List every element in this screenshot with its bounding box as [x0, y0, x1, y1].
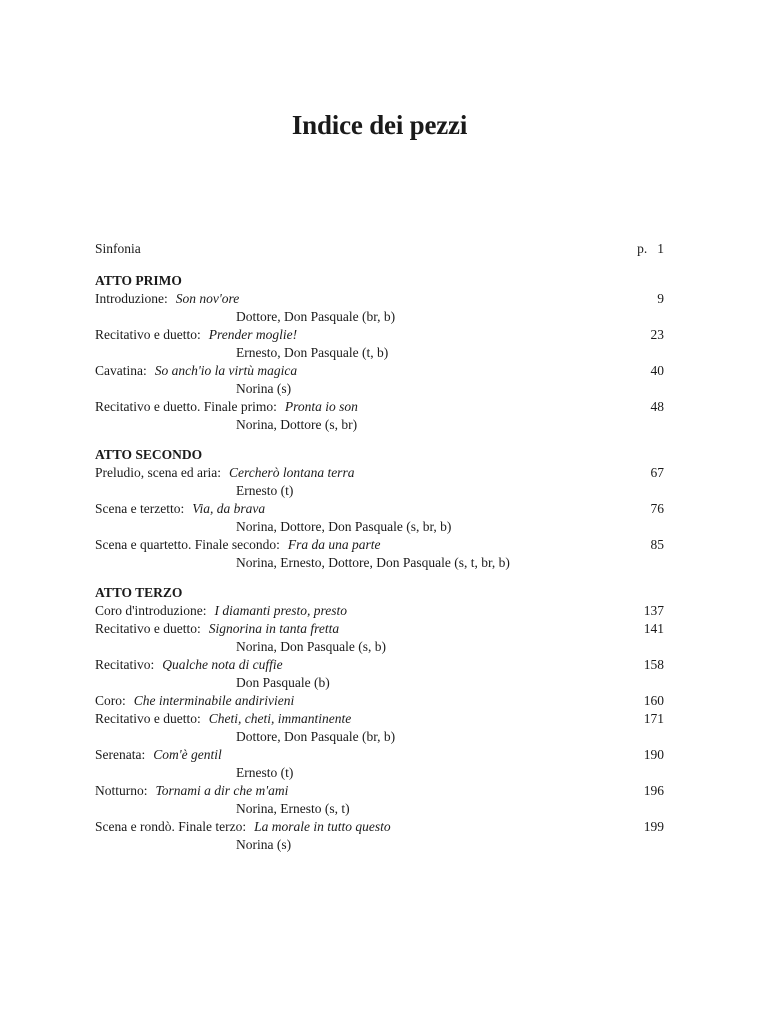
entry-voices-row — [95, 344, 664, 362]
entry-voices-row — [95, 554, 664, 572]
entry-row — [95, 464, 664, 482]
entry-piece-title: Pronta io son — [284, 399, 358, 414]
entry-page-number: 158 — [643, 657, 664, 672]
entry-piece-title: I diamanti presto, presto — [214, 603, 348, 618]
act-heading-row — [95, 584, 664, 602]
entry-row — [95, 290, 664, 308]
entry-piece-title: Fra da una parte — [287, 537, 381, 552]
entry-page-number: 160 — [643, 693, 664, 708]
act-section — [95, 272, 664, 434]
entry-page-number: 137 — [643, 603, 664, 618]
entry-page-number: 76 — [650, 501, 664, 516]
entry-page-number: 190 — [643, 747, 664, 762]
entry-voices-row — [95, 308, 664, 326]
entry-page-number: 196 — [643, 783, 664, 798]
entry-type: Serenata: — [95, 747, 146, 762]
entry-type: Scena e rondò. Finale terzo: — [95, 819, 247, 834]
entry-label — [95, 782, 288, 800]
entry-row — [95, 500, 664, 518]
entry-voices-row — [95, 416, 664, 434]
entry-piece-title: Tornami a dir che m'ami — [155, 783, 289, 798]
entry-voices: Dottore, Don Pasquale (br, b) — [236, 729, 396, 744]
entry-type: Recitativo e duetto: — [95, 327, 201, 342]
entry-voices: Norina (s) — [236, 837, 292, 852]
entry-type: Introduzione: — [95, 291, 168, 306]
act-heading-row — [95, 272, 664, 290]
entry-label — [95, 710, 351, 728]
entry-voices-row — [95, 482, 664, 500]
entry-piece-title: La morale in tutto questo — [254, 819, 391, 834]
entry-voices: Norina, Dottore, Don Pasquale (s, br, b) — [236, 519, 452, 534]
act-heading: ATTO SECONDO — [95, 447, 203, 462]
entry-label — [95, 620, 339, 638]
entry-label — [95, 398, 358, 416]
entry-type: Notturno: — [95, 783, 148, 798]
entry-page-number: 67 — [650, 465, 664, 480]
entry-piece-title: Com'è gentil — [153, 747, 222, 762]
entry-voices-row — [95, 764, 664, 782]
sinfonia-row — [95, 240, 664, 258]
entry-type: Preludio, scena ed aria: — [95, 465, 221, 480]
act-heading: ATTO PRIMO — [95, 273, 182, 288]
sinfonia-label: Sinfonia — [95, 241, 141, 256]
entry-piece-title: Cheti, cheti, immantinente — [208, 711, 352, 726]
entry-row — [95, 602, 664, 620]
entry-page-number: 171 — [643, 711, 664, 726]
act-heading-row — [95, 446, 664, 464]
act-section — [95, 446, 664, 572]
entry-voices-row — [95, 836, 664, 854]
entry-voices: Dottore, Don Pasquale (br, b) — [236, 309, 396, 324]
entry-label — [95, 746, 222, 764]
entry-voices: Ernesto, Don Pasquale (t, b) — [236, 345, 389, 360]
entry-row — [95, 746, 664, 764]
entry-piece-title: Che interminabile andirivieni — [133, 693, 295, 708]
entry-row — [95, 362, 664, 380]
table-of-contents — [95, 240, 664, 854]
entry-row — [95, 620, 664, 638]
entry-piece-title: Via, da brava — [192, 501, 266, 516]
entry-type: Recitativo e duetto. Finale primo: — [95, 399, 277, 414]
entry-type: Scena e terzetto: — [95, 501, 185, 516]
entry-type: Recitativo e duetto: — [95, 621, 201, 636]
entry-page-number: 40 — [650, 363, 664, 378]
entry-piece-title: Son nov'ore — [175, 291, 240, 306]
entry-voices-row — [95, 728, 664, 746]
entry-voices: Don Pasquale (b) — [236, 675, 330, 690]
page-prefix: p. — [637, 241, 648, 256]
acts-container — [95, 272, 664, 854]
entry-voices-row — [95, 638, 664, 656]
entry-label — [95, 362, 297, 380]
entry-voices: Norina (s) — [236, 381, 292, 396]
entry-page-number: 48 — [650, 399, 664, 414]
entry-type: Coro d'introduzione: — [95, 603, 207, 618]
entry-label — [95, 656, 283, 674]
entry-voices-row — [95, 380, 664, 398]
entry-row — [95, 398, 664, 416]
entry-type: Recitativo: — [95, 657, 155, 672]
act-heading: ATTO TERZO — [95, 585, 183, 600]
entry-page-number: 9 — [657, 291, 664, 306]
entry-type: Coro: — [95, 693, 126, 708]
entry-page-number: 199 — [643, 819, 664, 834]
entry-label — [95, 692, 294, 710]
entry-label — [95, 818, 391, 836]
entry-type: Recitativo e duetto: — [95, 711, 201, 726]
sinfonia-page — [637, 240, 664, 258]
entry-type: Cavatina: — [95, 363, 147, 378]
entry-voices: Ernesto (t) — [236, 483, 294, 498]
entry-type: Scena e quartetto. Finale secondo: — [95, 537, 280, 552]
entry-label — [95, 500, 265, 518]
entry-piece-title: Cercherò lontana terra — [228, 465, 355, 480]
entry-voices: Norina, Dottore (s, br) — [236, 417, 358, 432]
entry-row — [95, 692, 664, 710]
entry-label — [95, 290, 239, 308]
entry-row — [95, 710, 664, 728]
entry-piece-title: Prender moglie! — [208, 327, 298, 342]
entry-label — [95, 464, 354, 482]
page-number: 1 — [657, 241, 664, 256]
entry-label — [95, 536, 380, 554]
entry-label — [95, 602, 347, 620]
entry-page-number: 85 — [650, 537, 664, 552]
entry-label — [95, 326, 297, 344]
entry-voices: Ernesto (t) — [236, 765, 294, 780]
entry-voices: Norina, Ernesto, Dottore, Don Pasquale (s, t, br, b) — [236, 555, 510, 570]
entry-piece-title: So anch'io la virtù magica — [154, 363, 298, 378]
entry-row — [95, 782, 664, 800]
entry-piece-title: Signorina in tanta fretta — [208, 621, 340, 636]
entry-voices: Norina, Don Pasquale (s, b) — [236, 639, 386, 654]
page-title: Indice dei pezzi — [291, 110, 468, 141]
entry-page-number: 23 — [650, 327, 664, 342]
entry-row — [95, 818, 664, 836]
entry-voices-row — [95, 674, 664, 692]
entry-voices-row — [95, 800, 664, 818]
act-section — [95, 584, 664, 854]
entry-piece-title: Qualche nota di cuffie — [162, 657, 283, 672]
entry-row — [95, 326, 664, 344]
entry-row — [95, 656, 664, 674]
entry-voices: Norina, Ernesto (s, t) — [236, 801, 350, 816]
entry-voices-row — [95, 518, 664, 536]
entry-page-number: 141 — [643, 621, 664, 636]
entry-row — [95, 536, 664, 554]
